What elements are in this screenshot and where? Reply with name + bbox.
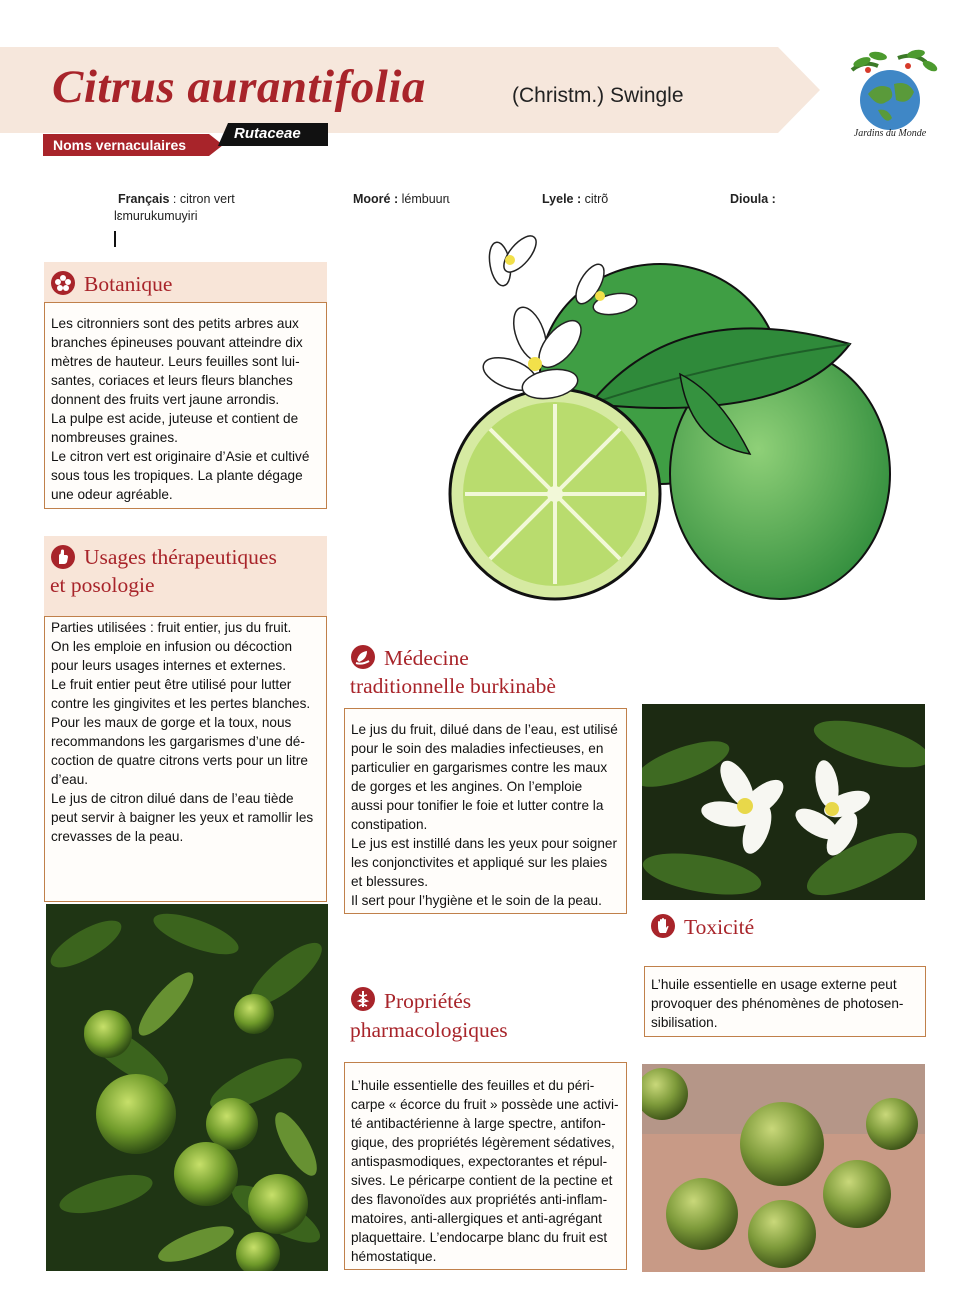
- vernacular-lyele: [542, 192, 608, 206]
- usages-line: coction de quatre citrons verts pour un litre: [51, 753, 308, 768]
- usages-title-2: et posologie: [50, 573, 155, 597]
- medecine-line: de gorges et les angines. On l’emploie: [351, 779, 583, 794]
- usages-line: Le jus de citron dilué dans de l’eau tiède: [51, 791, 294, 806]
- medecine-line: et blessures.: [351, 874, 429, 889]
- usages-box: [44, 616, 327, 902]
- usages-text: [45, 617, 326, 846]
- vernacular-label-tag: [43, 134, 223, 156]
- botanique-line: Les citronniers sont des petits arbres aux: [51, 316, 299, 331]
- proprietes-text: [345, 1063, 626, 1266]
- proprietes-line: matoires, anti-allergiques et anti-agrégant: [351, 1211, 602, 1226]
- hand-icon: [51, 545, 75, 569]
- medecine-line: pour le soin des maladies infectieuses, en: [351, 741, 604, 756]
- medecine-box: [344, 708, 627, 914]
- medecine-text: [345, 709, 626, 910]
- lyele-label: Lyele :: [542, 192, 582, 206]
- text-cursor: [114, 231, 116, 247]
- lime-tree-photo: [46, 904, 328, 1271]
- logo-text: Jardins du Monde: [853, 128, 927, 139]
- proprietes-title-1: Propriétés: [384, 989, 472, 1013]
- proprietes-line: té antibactérienne à large spectre, antifon-: [351, 1116, 606, 1131]
- vernacular-label: Noms vernaculaires: [53, 137, 187, 153]
- usages-line: peut servir à baigner les yeux et ramollir les: [51, 810, 314, 825]
- toxicite-line: L’huile essentielle en usage externe peut: [651, 977, 897, 992]
- toxicite-line: provoquer des phénomènes de photosen-: [651, 996, 904, 1011]
- botanique-box: [44, 302, 327, 509]
- french-label: Français: [118, 192, 170, 206]
- medecine-line: Il sert pour l’hygiène et le soin de la peau.: [351, 893, 602, 908]
- botanique-line: branches épineuses pouvant atteindre dix: [51, 335, 303, 350]
- proprietes-box: [344, 1062, 627, 1270]
- usages-line: On les emploie en infusion ou décoction: [51, 639, 293, 654]
- botanique-line: La pulpe est acide, juteuse et contient de: [51, 411, 299, 426]
- family-name: Rutaceae: [234, 125, 301, 142]
- proprietes-line: hémostatique.: [351, 1249, 437, 1264]
- usages-line: contre les gingivites et les pertes blanches.: [51, 696, 311, 711]
- medecine-hand-leaf-icon: [351, 645, 375, 669]
- moore-value: lémbuurɩ: [398, 192, 450, 206]
- usages-line: d’eau.: [51, 772, 89, 787]
- botanique-line: donnent des fruits vert jaune arrondis.: [51, 392, 280, 407]
- botanique-line: mètres de hauteur. Leurs feuilles sont lui-: [51, 354, 300, 369]
- medecine-line: Le jus du fruit, dilué dans de l’eau, est utilisé: [351, 722, 618, 737]
- jardins-du-monde-logo: [838, 44, 942, 144]
- usages-line: Parties utilisées : fruit entier, jus du fruit.: [51, 620, 292, 635]
- usages-line: crevasses de la peau.: [51, 829, 184, 844]
- botanique-line: une odeur agréable.: [51, 487, 173, 502]
- limes-on-cloth-photo: [642, 1064, 925, 1272]
- proprietes-title-2: pharmacologiques: [350, 1018, 508, 1042]
- botanique-title: Botanique: [84, 272, 173, 296]
- botanique-line: nombreuses graines.: [51, 430, 178, 445]
- botanique-line: sous tous les tropiques. La plante dégage: [51, 468, 303, 483]
- species-author: (Christm.) Swingle: [512, 84, 684, 107]
- flower-icon: [51, 271, 75, 295]
- medecine-title-1: Médecine: [384, 646, 469, 670]
- toxicite-title: Toxicité: [684, 915, 755, 939]
- lyele-value: citrõ: [581, 192, 609, 206]
- usages-line: recommandons les gargarismes d’une dé-: [51, 734, 305, 749]
- proprietes-line: des flavonoïdes aux propriétés anti-inflam-: [351, 1192, 608, 1207]
- medecine-line: aussi pour tonifier le foie et lutter contre la: [351, 798, 604, 813]
- proprietes-line: L’huile essentielle des feuilles et du péri-: [351, 1078, 595, 1093]
- vernacular-dioula: [730, 192, 776, 206]
- proprietes-line: sives. Le péricarpe contient de la pectine et: [351, 1173, 613, 1188]
- species-title: Citrus aurantifolia: [52, 61, 426, 113]
- usages-line: pour leurs usages internes et externes.: [51, 658, 287, 673]
- medecine-line: particulier en gargarismes contre les maux: [351, 760, 608, 775]
- medecine-line: Le jus est instillé dans les yeux pour soigner: [351, 836, 617, 851]
- botanique-line: santes, coriaces et leurs fleurs blanches: [51, 373, 293, 388]
- usages-line: Pour les maux de gorge et la toux, nous: [51, 715, 292, 730]
- vernacular-moore: [353, 192, 450, 206]
- vernacular-french: [118, 192, 235, 206]
- usages-title-1: Usages thérapeutiques: [84, 545, 277, 569]
- dioula-label: Dioula :: [730, 192, 776, 206]
- usages-line: Le fruit entier peut être utilisé pour lutter: [51, 677, 292, 692]
- lime-flower-photo: [642, 704, 925, 900]
- medecine-line: les conjonctivites et appliqué sur les plaies: [351, 855, 608, 870]
- proprietes-line: gique, des propriétés légèrement sédatives,: [351, 1135, 615, 1150]
- medecine-title-2: traditionnelle burkinabè: [350, 674, 556, 698]
- toxicite-line: sibilisation.: [651, 1015, 718, 1030]
- toxicite-text: [645, 967, 925, 1032]
- lime-illustration: [440, 224, 900, 624]
- family-tag: [218, 123, 328, 146]
- french-value: : citron vert: [169, 192, 235, 206]
- toxicite-box: [644, 966, 926, 1037]
- vernacular-french-cont: lɛmurukumuyiri: [114, 209, 198, 223]
- medecine-line: constipation.: [351, 817, 428, 832]
- moore-label: Mooré :: [353, 192, 399, 206]
- stop-hand-icon: [651, 914, 675, 938]
- proprietes-line: plaquettaire. L’endocarpe blanc du fruit est: [351, 1230, 608, 1245]
- botanique-line: Le citron vert est originaire d’Asie et cultivé: [51, 449, 310, 464]
- caduceus-icon: [351, 987, 375, 1011]
- proprietes-line: antispasmodiques, expectorantes et répul-: [351, 1154, 608, 1169]
- proprietes-line: carpe « écorce du fruit » possède une activi-: [351, 1097, 619, 1112]
- botanique-text: [45, 303, 326, 504]
